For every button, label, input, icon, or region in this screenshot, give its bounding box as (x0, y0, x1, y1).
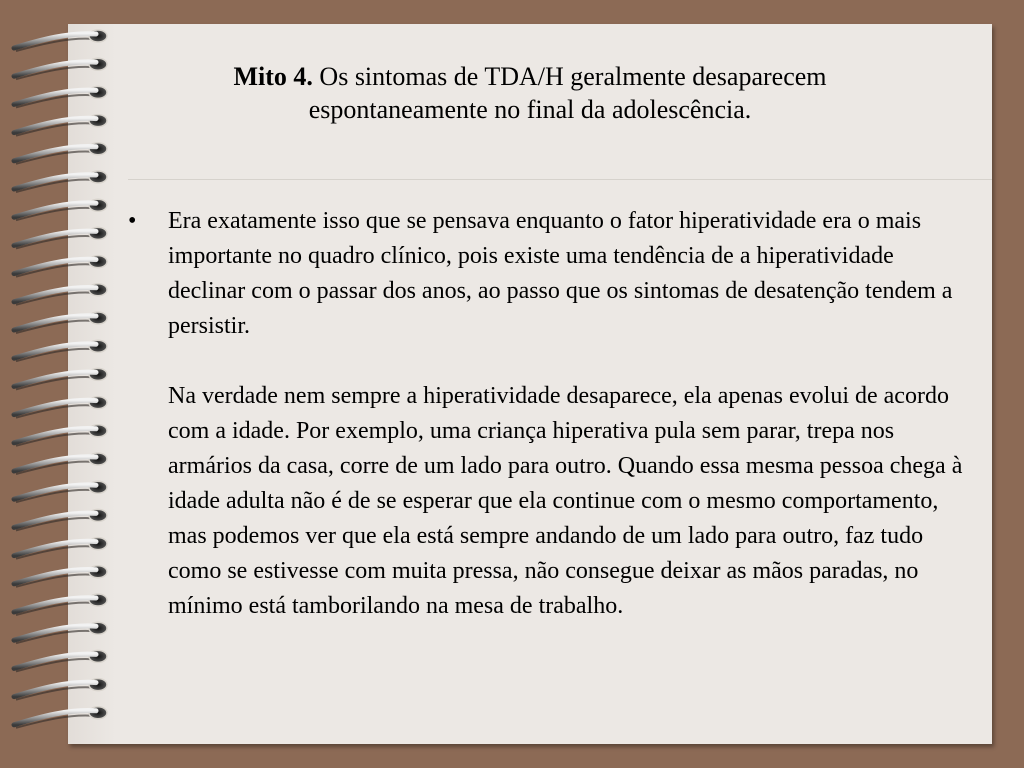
slide-title (68, 60, 992, 126)
spiral-ring-icon (14, 622, 107, 643)
spiral-ring-icon (14, 30, 107, 51)
spiral-ring-icon (14, 397, 107, 418)
spiral-ring-icon (14, 707, 107, 728)
title-divider (128, 179, 992, 180)
spiral-ring-icon (14, 679, 107, 700)
spiral-ring-icon (14, 86, 107, 107)
spiral-ring-icon (14, 58, 107, 79)
spiral-ring-icon (14, 481, 107, 502)
bullet-text (168, 204, 968, 624)
spiral-ring-icon (14, 171, 107, 192)
paragraph-2: Na verdade nem sempre a hiperatividade desaparece, ela apenas evolui de acordo com a idade. Por exemplo, uma criança hiperativa pula sem parar, trepa nos armários da casa, corre de um lado para outro. Quando essa mesma pessoa chega à idade adulta não é de se esperar que ela continue com o mesmo comportamento, mas podemos ver que ela está sempre andando de um lado para outro, faz tudo como se estivesse com muita pressa, não consegue deixar as mãos paradas, no mínimo está tamborilando na mesa de trabalho. (168, 383, 963, 619)
spiral-ring-icon (14, 312, 107, 333)
bullet-item (128, 204, 968, 624)
spiral-ring-icon (14, 199, 107, 220)
spiral-ring-icon (14, 425, 107, 446)
spiral-ring-icon (14, 256, 107, 277)
spiral-ring-icon (14, 566, 107, 587)
spiral-ring-icon (14, 509, 107, 530)
spiral-ring-icon (14, 284, 107, 305)
spiral-ring-icon (14, 650, 107, 671)
spiral-ring-icon (14, 594, 107, 615)
spiral-ring-icon (14, 340, 107, 361)
spiral-ring-icon (14, 538, 107, 559)
notebook-page (68, 24, 992, 744)
spiral-ring-icon (14, 115, 107, 136)
title-line-1: Os sintomas de TDA/H geralmente desaparecem (312, 62, 827, 91)
spiral-binding (0, 0, 130, 768)
spiral-ring-icon (14, 143, 107, 164)
paragraph-1: Era exatamente isso que se pensava enquanto o fator hiperatividade era o mais importante no quadro clínico, pois existe uma tendência de a hiperatividade declinar com o passar dos anos, ao passo que os sintomas de desatenção tendem a persistir. (168, 208, 953, 339)
title-bold-label: Mito 4. (233, 62, 313, 91)
slide-body (128, 204, 968, 624)
spiral-ring-icon (14, 453, 107, 474)
title-line-2: espontaneamente no final da adolescência. (308, 95, 752, 124)
spiral-ring-icon (14, 227, 107, 248)
spiral-ring-icon (14, 368, 107, 389)
bullet-icon: • (128, 208, 137, 234)
